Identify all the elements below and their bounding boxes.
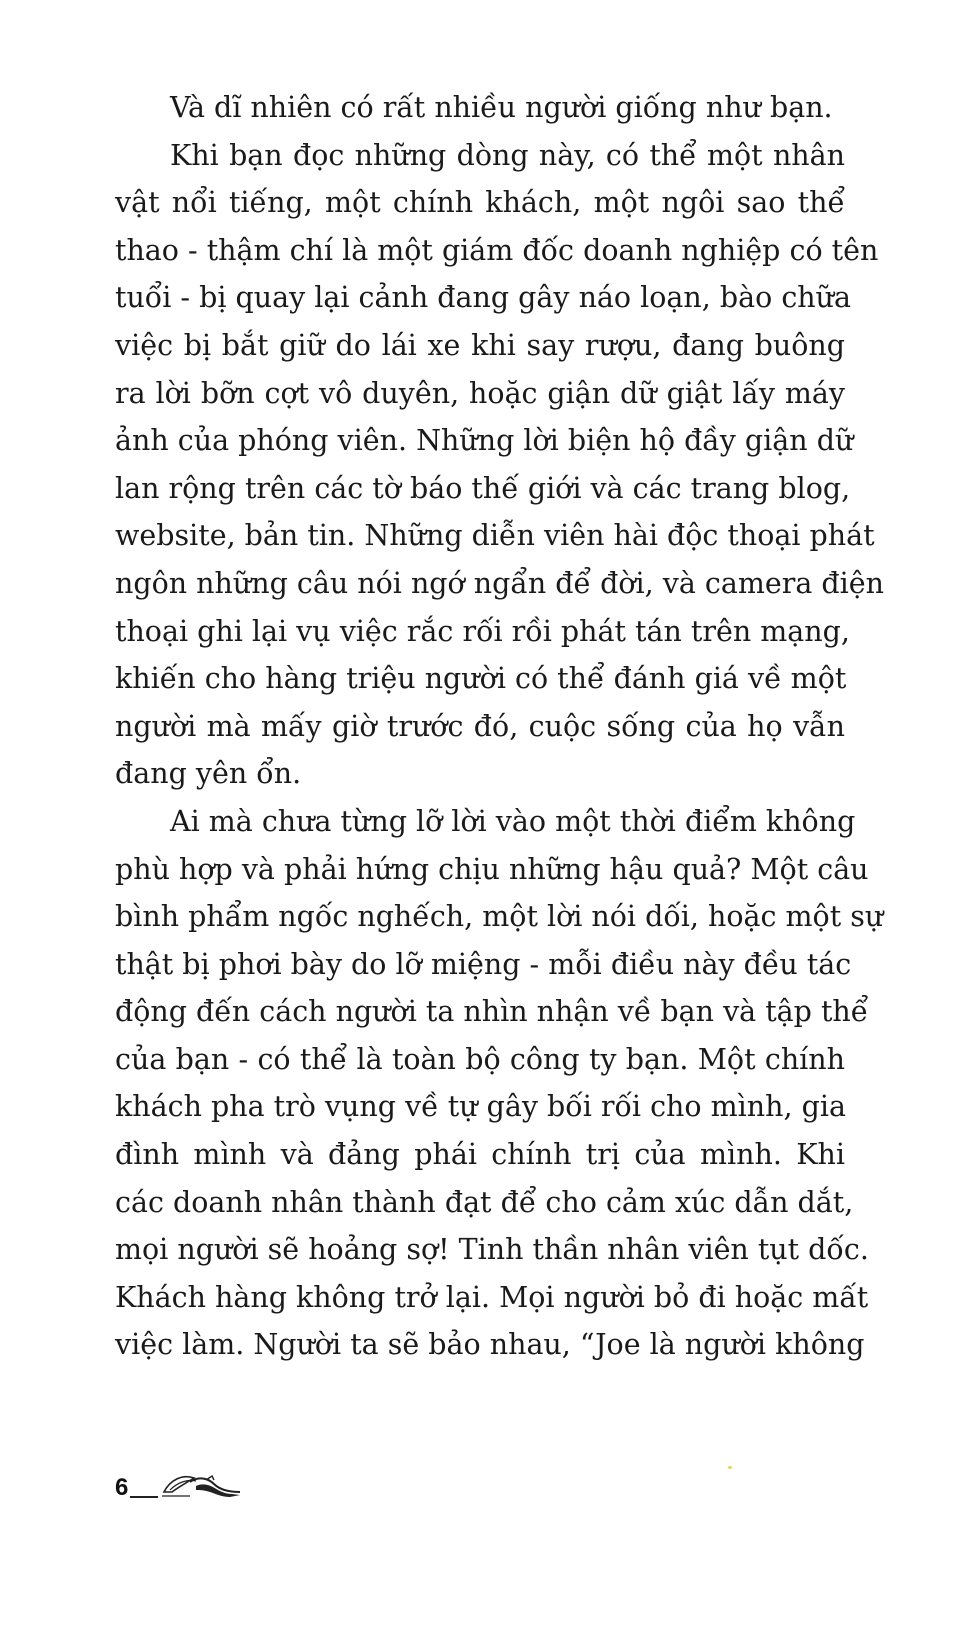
footer-rule: [130, 1496, 158, 1498]
text-line: động đến cách người ta nhìn nhận về bạn và tập thể: [115, 995, 869, 1029]
text-line: Khi bạn đọc những dòng này, có thể một nhân: [170, 138, 845, 172]
text-line: website, bản tin. Những diễn viên hài độc thoại phát: [115, 519, 875, 553]
page-number: 6: [115, 1474, 129, 1501]
text-line: việc làm. Người ta sẽ bảo nhau, “Joe là người không: [115, 1328, 865, 1362]
text-line: thật bị phơi bày do lỡ miệng - mỗi điều này đều tác: [115, 947, 852, 981]
text-line: khiến cho hàng triệu người có thể đánh giá về một: [115, 662, 847, 696]
page-footer: [115, 1462, 244, 1502]
text-line: tuổi - bị quay lại cảnh đang gây náo loạn, bào chữa: [115, 281, 851, 315]
text-line: mọi người sẽ hoảng sợ! Tinh thần nhân viên tụt dốc.: [115, 1233, 869, 1267]
text-line: Ai mà chưa từng lỡ lời vào một thời điểm không: [170, 804, 856, 838]
text-line: đình mình và đảng phái chính trị của mình. Khi: [115, 1138, 845, 1172]
body-text: [115, 84, 884, 1369]
text-line: việc bị bắt giữ do lái xe khi say rượu, đang buông: [115, 328, 845, 362]
text-line: Khách hàng không trở lại. Mọi người bỏ đi hoặc mất: [115, 1280, 869, 1314]
text-line: khách pha trò vụng về tự gây bối rối cho mình, gia: [115, 1090, 846, 1124]
text-line: ra lời bỡn cợt vô duyên, hoặc giận dữ giật lấy máy: [115, 376, 845, 410]
text-line: ngôn những câu nói ngớ ngẩn để đời, và camera điện: [115, 566, 884, 600]
text-line: các doanh nhân thành đạt để cho cảm xúc dẫn dắt,: [115, 1185, 854, 1219]
text-line: bình phẩm ngốc nghếch, một lời nói dối, hoặc một sự: [115, 900, 884, 934]
text-line: phù hợp và phải hứng chịu những hậu quả? Một câu: [115, 852, 869, 886]
text-line: Và dĩ nhiên có rất nhiều người giống như bạn.: [170, 91, 833, 124]
text-line: ảnh của phóng viên. Những lời biện hộ đầy giận dữ: [115, 424, 854, 458]
text-line: của bạn - có thể là toàn bộ công ty bạn. Một chính: [115, 1042, 845, 1076]
text-line: lan rộng trên các tờ báo thế giới và các trang blog,: [115, 471, 851, 505]
text-line: thoại ghi lại vụ việc rắc rối rồi phát tán trên mạng,: [115, 614, 850, 648]
text-line: người mà mấy giờ trước đó, cuộc sống của họ vẫn: [115, 709, 845, 743]
text-line: vật nổi tiếng, một chính khách, một ngôi sao thể: [115, 186, 845, 220]
paper-speck: [728, 1466, 732, 1469]
text-line: đang yên ổn.: [115, 757, 302, 791]
text-line: thao - thậm chí là một giám đốc doanh nghiệp có tên: [115, 233, 879, 267]
quill-pen-ornament-icon: [160, 1462, 244, 1502]
